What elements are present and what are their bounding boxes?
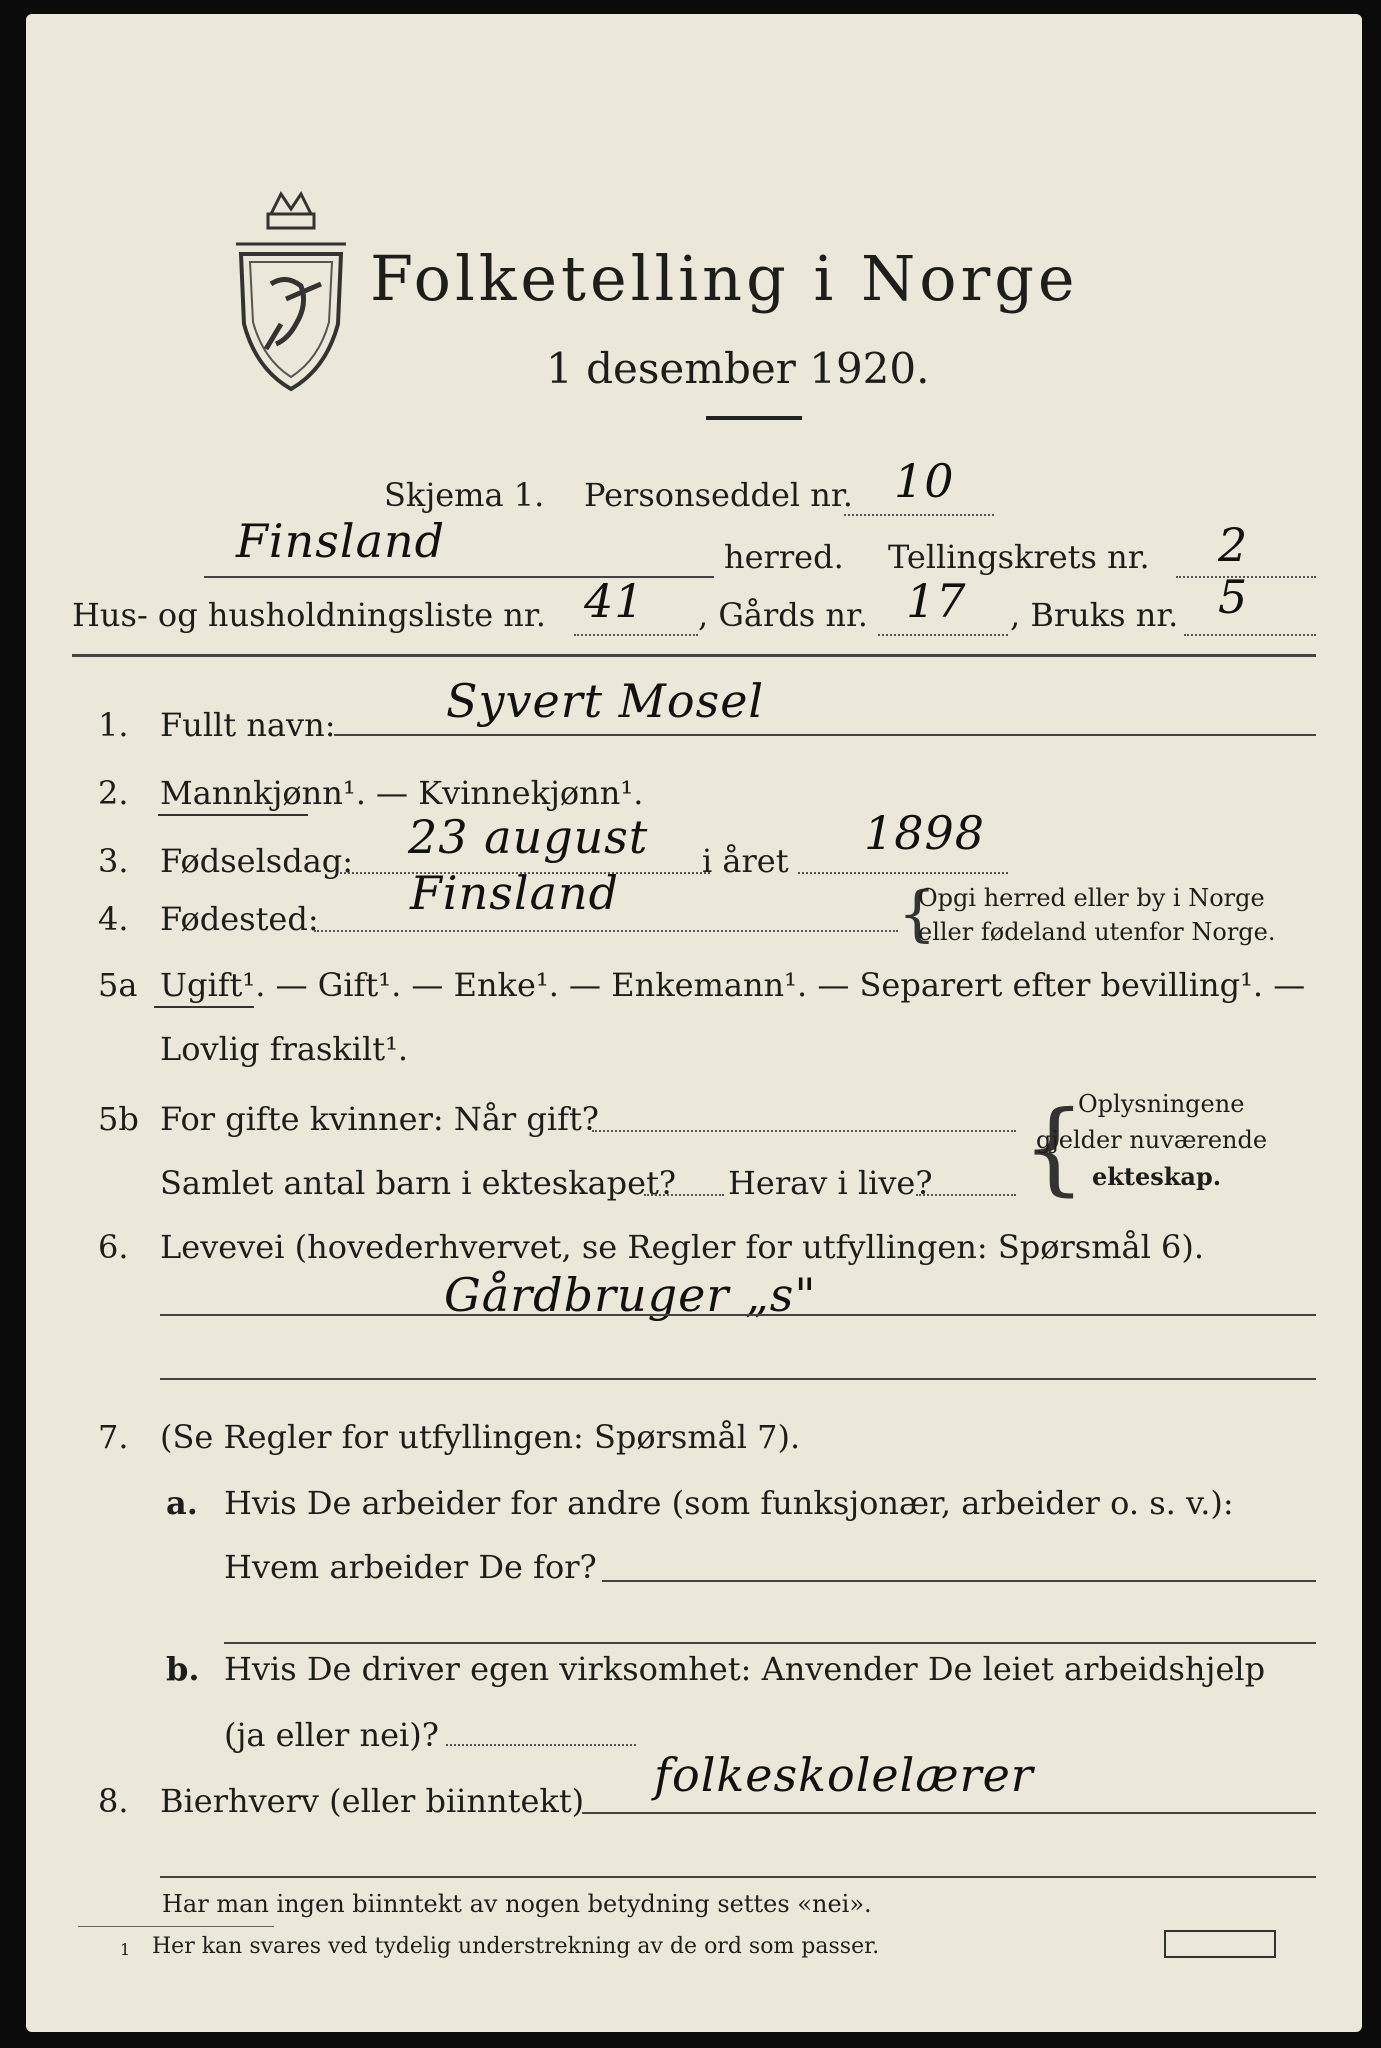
q8-number: 8. xyxy=(98,1782,129,1820)
q5b-number: 5b xyxy=(98,1100,139,1138)
full-name-value[interactable]: Syvert Mosel xyxy=(446,674,765,728)
q5b-brace: { xyxy=(1022,1089,1086,1206)
q4-number: 4. xyxy=(98,900,129,938)
personseddel-label: Personseddel nr. xyxy=(584,476,853,514)
coat-of-arms-icon xyxy=(226,174,356,394)
form-title: Folketelling i Norge xyxy=(370,242,1079,315)
alive-line xyxy=(916,1194,1016,1196)
q5b-note-3: ekteskap. xyxy=(1092,1162,1222,1191)
q1-line xyxy=(334,734,1316,736)
q8-line xyxy=(582,1812,1316,1814)
tellingskrets-label: Tellingskrets nr. xyxy=(888,538,1150,576)
q6-line-1 xyxy=(160,1314,1316,1316)
q7-label: (Se Regler for utfyllingen: Spørsmål 7). xyxy=(160,1418,801,1456)
bruks-line xyxy=(1184,634,1316,636)
q4-line xyxy=(314,930,898,932)
printer-stamp xyxy=(1164,1930,1276,1958)
census-form xyxy=(26,14,1362,2032)
when-married-line xyxy=(592,1130,1016,1132)
skjema-label: Skjema 1. xyxy=(384,476,545,514)
occupation-value[interactable]: Gårdbruger „s" xyxy=(444,1268,817,1322)
q7a-label-2: Hvem arbeider De for? xyxy=(224,1548,597,1586)
herred-label: herred. xyxy=(724,538,844,576)
birth-day-value[interactable]: 23 august xyxy=(408,810,649,864)
gards-line xyxy=(878,634,1008,636)
q5b-label: For gifte kvinner: Når gift? xyxy=(160,1100,599,1138)
q3-label: Fødselsdag: xyxy=(160,842,354,880)
side-occupation-value[interactable]: folkeskolelærer xyxy=(654,1748,1034,1802)
children-label: Samlet antal barn i ekteskapet? xyxy=(160,1164,677,1202)
header-rule xyxy=(72,654,1316,657)
husliste-label: Hus- og husholdningsliste nr. xyxy=(72,596,546,634)
q8-line-2 xyxy=(160,1876,1316,1878)
birth-year-value[interactable]: 1898 xyxy=(864,806,986,860)
husliste-value[interactable]: 41 xyxy=(584,574,645,628)
marital-options-cont: Lovlig fraskilt¹. xyxy=(160,1030,409,1068)
q8-label: Bierhverv (eller biinntekt) xyxy=(160,1782,585,1820)
q6-label: Levevei (hovederhvervet, se Regler for utfyllingen: Spørsmål 6). xyxy=(160,1228,1205,1266)
q1-label: Fullt navn: xyxy=(160,706,336,744)
q2-number: 2. xyxy=(98,774,129,812)
herred-value[interactable]: Finsland xyxy=(236,514,446,568)
employer-line xyxy=(602,1580,1316,1582)
birthplace-value[interactable]: Finsland xyxy=(410,866,620,920)
q7b-letter: b. xyxy=(166,1650,200,1688)
title-divider xyxy=(706,416,802,420)
q7-number: 7. xyxy=(98,1418,129,1456)
gards-label: , Gårds nr. xyxy=(698,596,868,634)
hired-help-line xyxy=(446,1744,636,1746)
personseddel-line xyxy=(844,514,994,516)
q4-label: Fødested: xyxy=(160,900,319,938)
employer-line-2 xyxy=(224,1642,1316,1644)
marital-options: Ugift¹. — Gift¹. — Enke¹. — Enkemann¹. — Separert efter bevilling¹. — xyxy=(160,966,1306,1004)
q7b-label: Hvis De driver egen virksomhet: Anvender De leiet arbeidshjelp xyxy=(224,1650,1266,1688)
q1-number: 1. xyxy=(98,706,129,744)
alive-label: Herav i live? xyxy=(728,1164,933,1202)
census-date: 1 desember 1920. xyxy=(546,344,930,393)
bruks-value[interactable]: 5 xyxy=(1218,570,1249,624)
q4-note-line-1: Opgi herred eller by i Norge xyxy=(918,884,1265,912)
q6-number: 6. xyxy=(98,1228,129,1266)
q4-brace: { xyxy=(898,879,937,949)
mannkjonn-underline xyxy=(158,814,308,816)
personseddel-value[interactable]: 10 xyxy=(894,454,955,508)
ugift-underline xyxy=(154,1006,254,1008)
gender-options: Mannkjønn¹. — Kvinnekjønn¹. xyxy=(160,774,644,812)
q7a-letter: a. xyxy=(166,1484,198,1522)
q3-year-line xyxy=(798,872,1008,874)
gards-value[interactable]: 17 xyxy=(906,574,967,628)
bruks-label: , Bruks nr. xyxy=(1010,596,1179,634)
q5b-note-1: Oplysningene xyxy=(1078,1090,1245,1118)
footnote-text: Her kan svares ved tydelig understrekning av de ord som passer. xyxy=(152,1934,880,1959)
q7b-label-2: (ja eller nei)? xyxy=(224,1716,439,1754)
husliste-line xyxy=(574,634,698,636)
children-line xyxy=(644,1194,724,1196)
tellingskrets-value[interactable]: 2 xyxy=(1218,518,1249,572)
q7a-label: Hvis De arbeider for andre (som funksjonær, arbeider o. s. v.): xyxy=(224,1484,1234,1522)
q3-year-label: i året xyxy=(702,842,789,880)
q5b-note-2: gjelder nuværende xyxy=(1036,1126,1268,1154)
q3-number: 3. xyxy=(98,842,129,880)
footnote-mark: 1 xyxy=(120,1940,131,1959)
footer-note: Har man ingen biinntekt av nogen betydning settes «nei». xyxy=(162,1890,872,1918)
q4-note-line-2: eller fødeland utenfor Norge. xyxy=(918,918,1276,946)
footnote-rule xyxy=(78,1926,274,1927)
q5a-number: 5a xyxy=(98,966,138,1004)
q6-line-2 xyxy=(160,1378,1316,1380)
